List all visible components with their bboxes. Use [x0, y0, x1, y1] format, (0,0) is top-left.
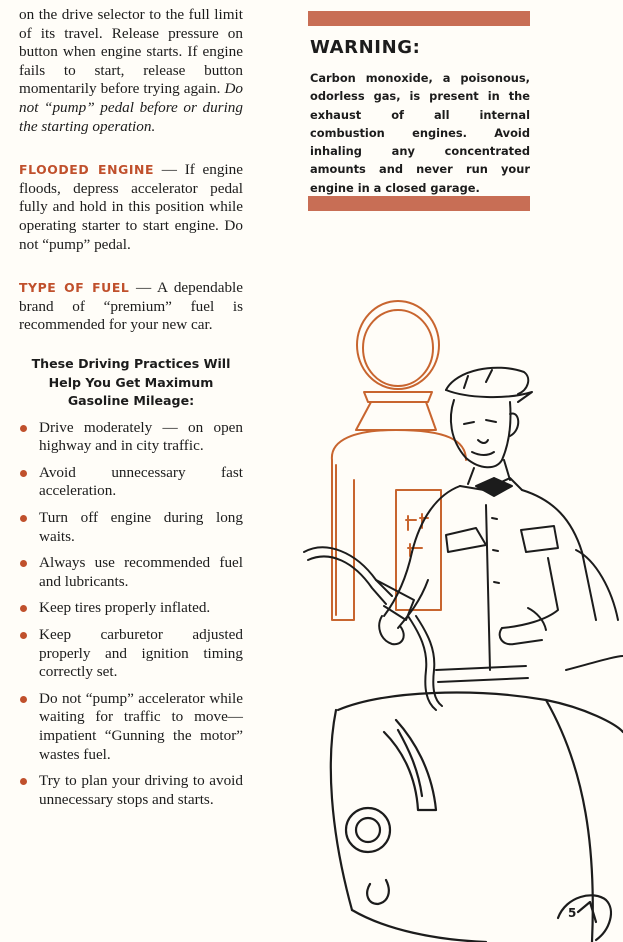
tip-item: [19, 464, 243, 501]
flooded-engine-paragraph: [19, 161, 243, 254]
tip-text: Avoid unnecessary fast acceleration.: [39, 463, 243, 500]
type-of-fuel-heading: TYPE OF FUEL: [19, 280, 130, 296]
tip-text: Drive moderately — on open highway and in city traffic.: [39, 418, 243, 455]
tip-item: [19, 626, 243, 682]
bullet-icon: [20, 605, 27, 612]
flooded-engine-heading: FLOODED ENGINE: [19, 162, 155, 178]
flooded-engine-text: — If engine floods, depress accelerator pedal fully and hold in this position while operating starter to start engine. Do not “pump” pedal.: [19, 161, 243, 253]
intro-italic-note: Do not “pump” pedal before or during the starting operation.: [19, 80, 243, 135]
fuel-nozzle: [304, 547, 442, 710]
bullet-icon: [20, 778, 27, 785]
tip-item: [19, 554, 243, 591]
page-number: 5: [568, 906, 577, 920]
tip-item: [19, 509, 243, 546]
tip-text: Turn off engine during long waits.: [39, 509, 243, 545]
intro-text: on the drive selector to the full limit of its travel. Release pressure on button when engine starts. If engine fails to start, release button momentarily before trying again.: [19, 6, 243, 98]
tip-text: Always use recommended fuel and lubricants.: [39, 554, 243, 590]
attendant: [379, 368, 596, 682]
tip-text: Keep carburetor adjusted properly and ignition timing correctly set.: [39, 626, 243, 681]
warning-bar-top: [308, 11, 530, 26]
bullet-icon: [20, 696, 27, 703]
bullet-icon: [20, 425, 27, 432]
bullet-icon: [20, 632, 27, 639]
tip-item: [19, 690, 243, 764]
pump-globe: [356, 301, 439, 430]
intro-paragraph: [19, 6, 243, 136]
tip-item: [19, 419, 243, 456]
tip-text: Keep tires properly inflated.: [39, 599, 211, 617]
tip-text: Try to plan your driving to avoid unnecessary stops and starts.: [39, 772, 243, 808]
bullet-icon: [20, 560, 27, 567]
tip-item: [19, 772, 243, 809]
tips-list: [19, 419, 243, 810]
warning-title: WARNING:: [310, 37, 421, 58]
tip-text: Do not “pump” accelerator while waiting for traffic to move—impatient “Gunning the motor” wastes fuel.: [39, 689, 243, 763]
warning-body: Carbon monoxide, a poisonous, odorless gas, is present in the exhaust of all internal combustion engines. Avoid inhaling any concentrated amounts and never run your engine in a closed garage.: [310, 71, 530, 195]
type-of-fuel-paragraph: [19, 279, 243, 335]
type-of-fuel-text: — A dependable brand of “premium” fuel is recommended for your new car.: [19, 279, 243, 334]
car-front: [331, 693, 623, 942]
tip-item: [19, 599, 243, 618]
gas-station-attendant-illustration: [296, 290, 623, 942]
tips-heading: These Driving Practices Will Help You Get Maximum Gasoline Mileage:: [31, 355, 231, 409]
left-column: [19, 6, 243, 817]
bullet-icon: [20, 470, 27, 477]
bullet-icon: [20, 515, 27, 522]
warning-bar-bottom: [308, 196, 530, 211]
